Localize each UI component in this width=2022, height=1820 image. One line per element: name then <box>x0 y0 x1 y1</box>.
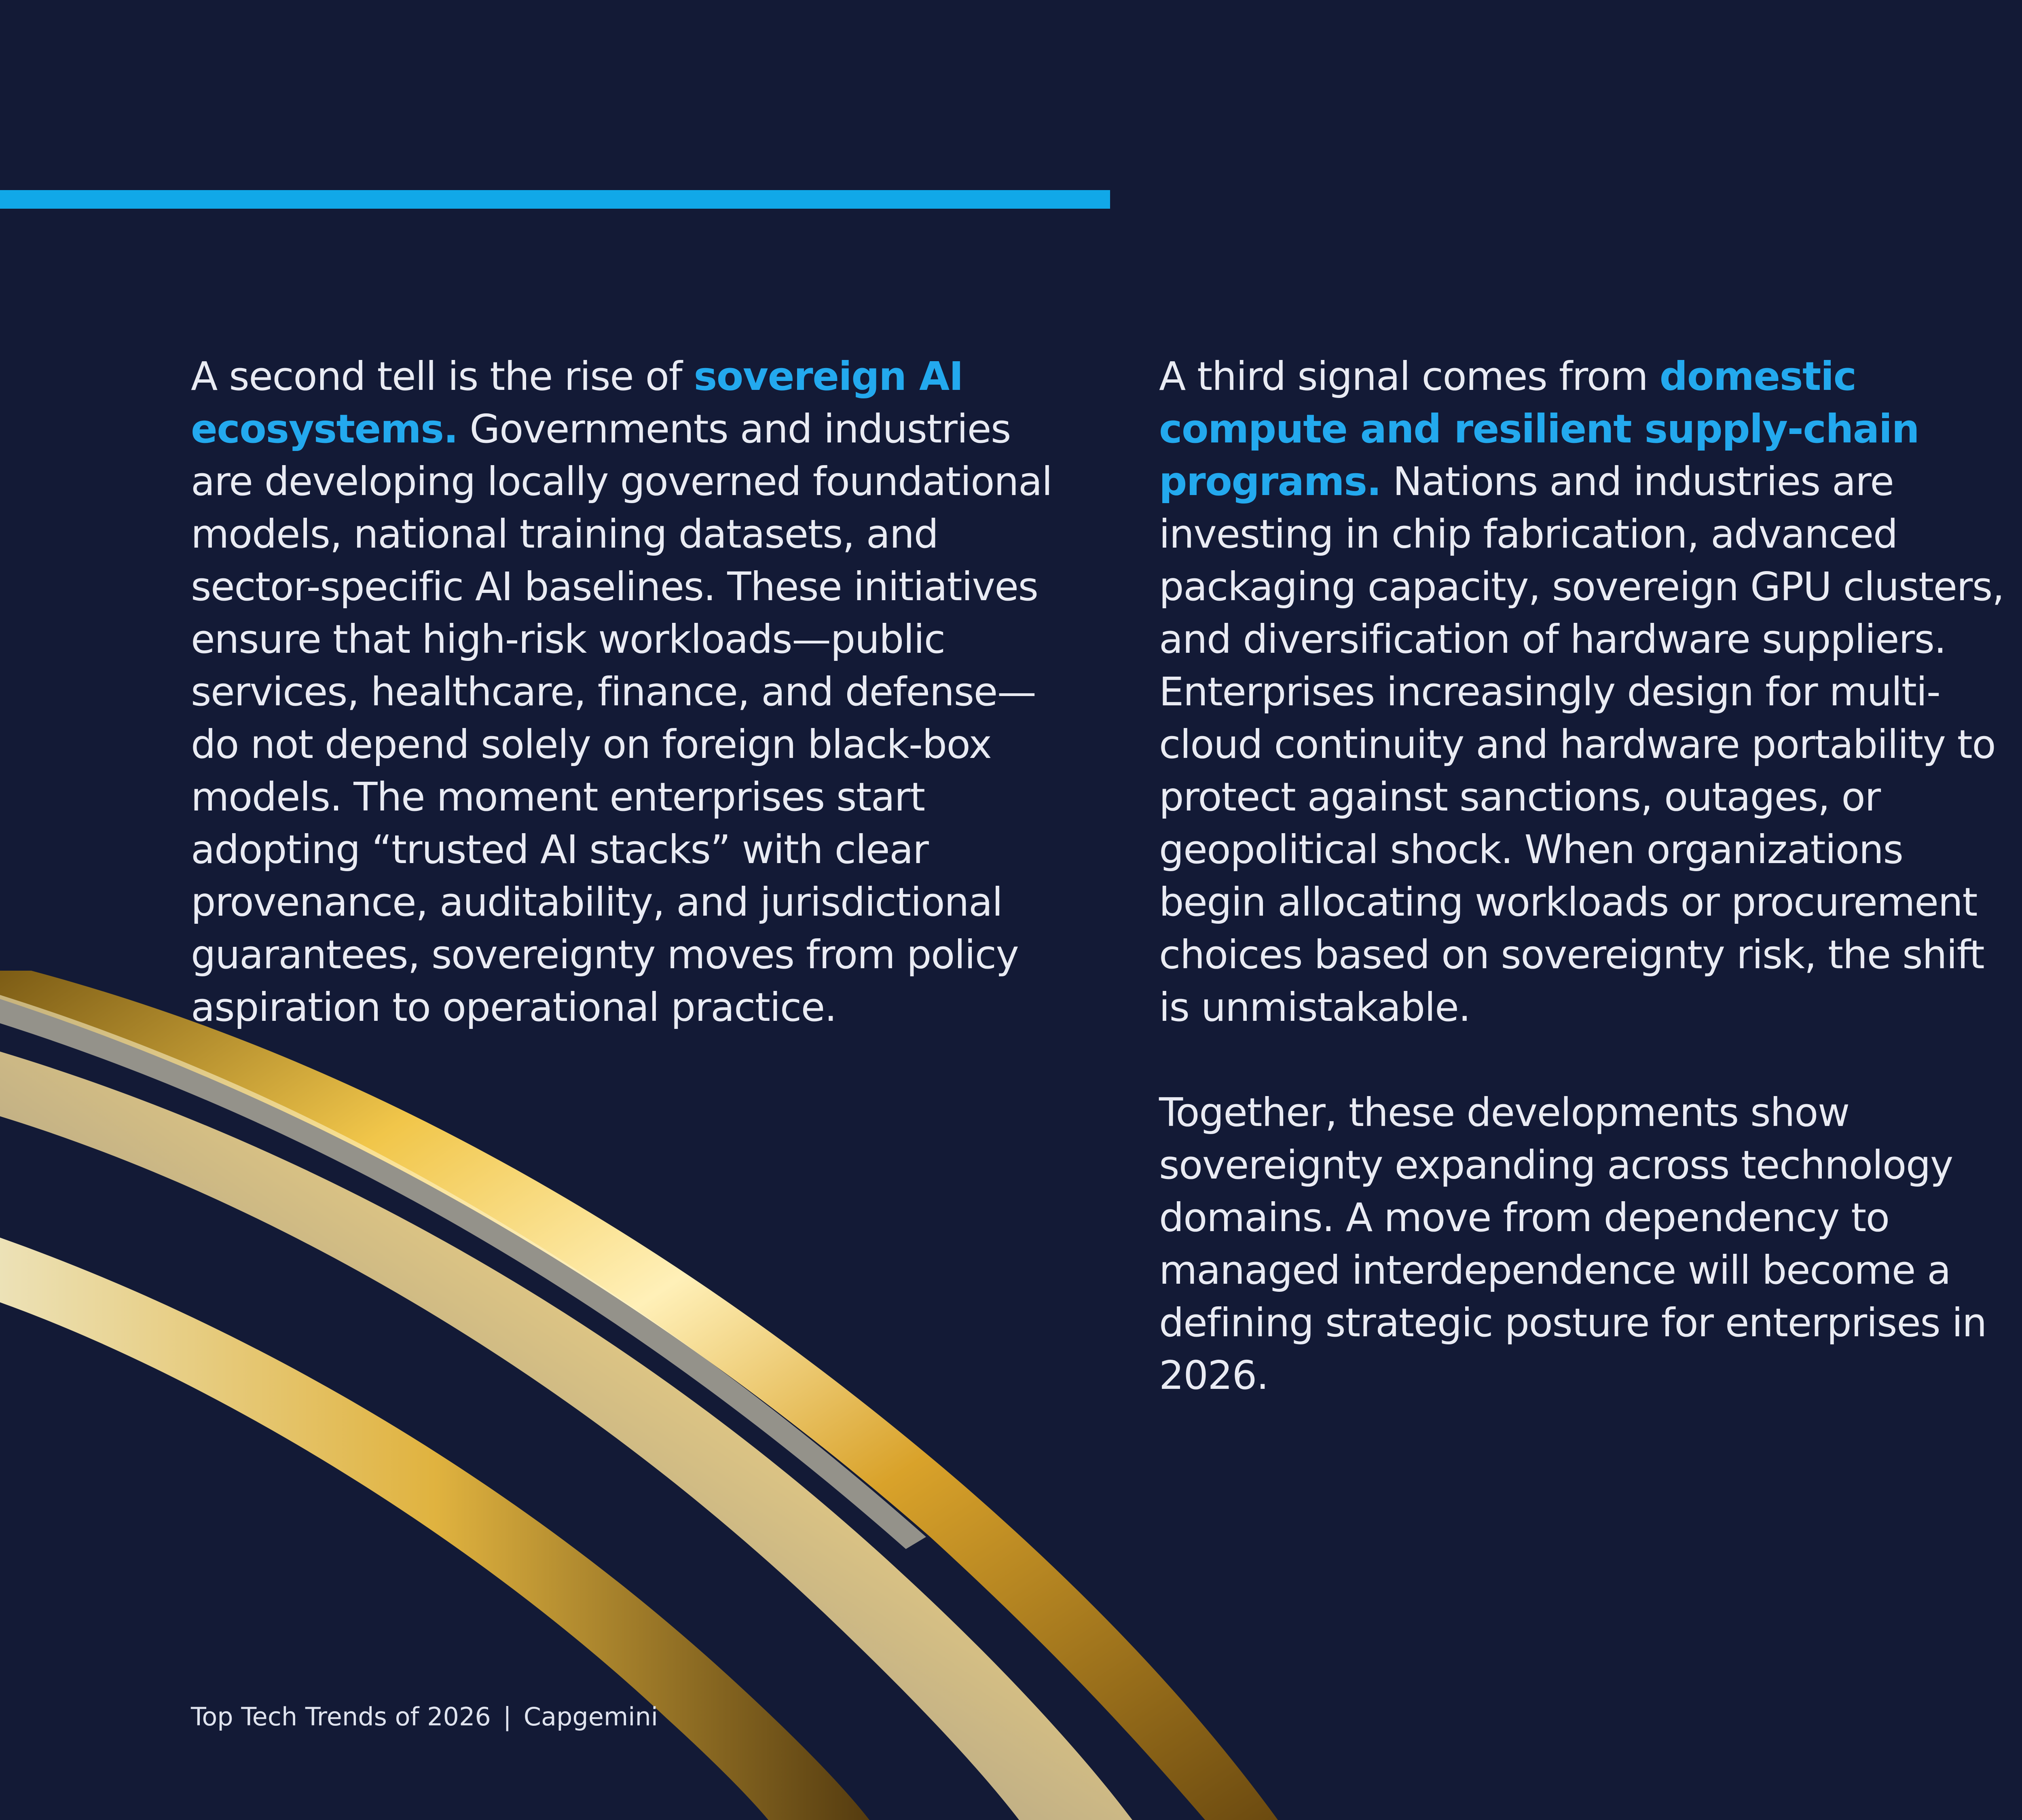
footer-separator: | <box>503 1702 512 1731</box>
highlight-domestic-compute: domestic compute and resilient supply-chain programs. <box>1159 353 1919 504</box>
footer-publication: Top Tech Trends of 2026 <box>191 1702 491 1731</box>
paragraph-domestic-compute: A third signal comes from domestic compute and resilient supply-chain programs. Nations and industries are investing in chip fabrication, advanced packaging capacity, sovereign GPU clusters, and diversification of hardware suppliers. Enterprises increasingly design for multi-cloud continuity and hardware portability to protect against sanctions, outages, or geopolitical shock. When organizations begin allocating workloads or procurement choices based on sovereignty risk, the shift is unmistakable. <box>1159 353 2004 1030</box>
paragraph-sovereign-ai: A second tell is the rise of sovereign AI ecosystems. Governments and industries are developing locally governed foundational models, national training datasets, and sector-specific AI baselines. These initiatives ensure that high-risk workloads—public services, healthcare, finance, and defense—do not depend solely on foreign black-box models. The moment enterprises start adopting “trusted AI stacks” with clear provenance, auditability, and jurisdictional guarantees, sovereignty moves from policy aspiration to operational practice. <box>191 353 1052 1030</box>
footer-company: Capgemini <box>523 1702 658 1731</box>
gold-swirl-graphic <box>0 971 1335 1820</box>
highlight-sovereign-ai: sovereign AI ecosystems. <box>191 353 963 452</box>
footer-credit <box>191 1701 658 1733</box>
text-column-middle <box>1159 350 2020 1402</box>
accent-bar <box>0 190 1110 209</box>
paragraph-together: Together, these developments show sovereignty expanding across technology domains. A move from dependency to managed interdependence will become a defining strategic posture for enterprises in 2026. <box>1159 1090 1987 1398</box>
text-column-left <box>191 350 1052 1034</box>
